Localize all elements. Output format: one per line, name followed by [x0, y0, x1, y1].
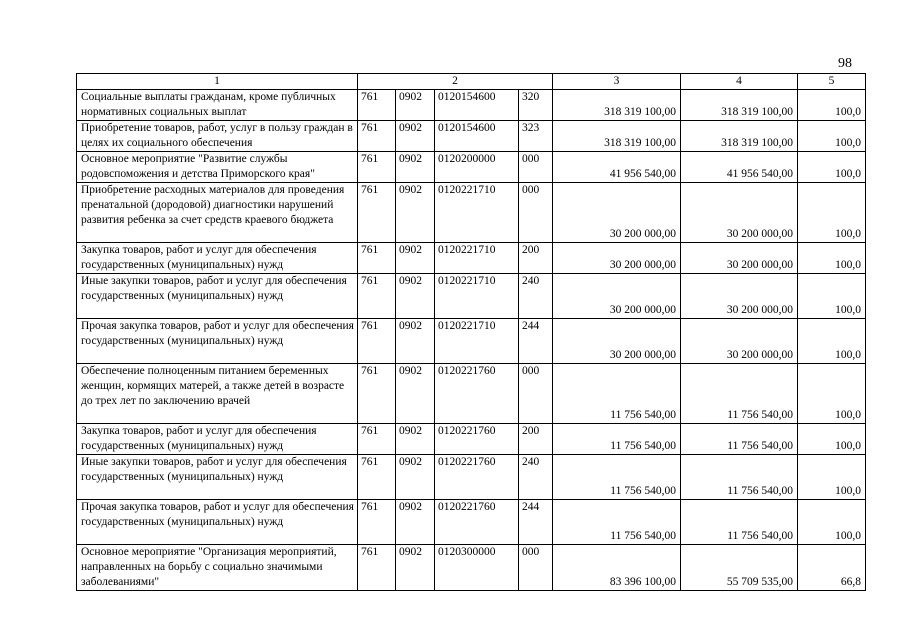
row-vr: 240	[519, 274, 553, 319]
row-fact: 318 319 100,00	[681, 121, 798, 152]
row-vr: 200	[519, 424, 553, 455]
row-plan: 83 396 100,00	[553, 545, 681, 591]
budget-table	[76, 73, 866, 591]
row-plan: 30 200 000,00	[553, 319, 681, 364]
row-name: Приобретение расходных материалов для проведения пренатальной (дородовой) диагностики нарушений развития ребенка за счет средств краевого бюджета	[77, 183, 358, 243]
row-rzpr: 0902	[396, 364, 435, 424]
row-plan: 11 756 540,00	[553, 455, 681, 500]
header-col-2: 2	[358, 74, 553, 90]
row-vr: 000	[519, 364, 553, 424]
row-csr: 0120221760	[435, 364, 519, 424]
row-plan: 30 200 000,00	[553, 183, 681, 243]
row-fact: 55 709 535,00	[681, 545, 798, 591]
row-rzpr: 0902	[396, 183, 435, 243]
row-percent: 100,0	[798, 274, 866, 319]
row-name: Прочая закупка товаров, работ и услуг для обеспечения государственных (муниципальных) нужд	[77, 319, 358, 364]
header-col-4: 4	[681, 74, 798, 90]
row-name: Прочая закупка товаров, работ и услуг для обеспечения государственных (муниципальных) нужд	[77, 500, 358, 545]
row-percent: 100,0	[798, 319, 866, 364]
row-vr: 000	[519, 183, 553, 243]
row-rzpr: 0902	[396, 545, 435, 591]
row-vr: 244	[519, 319, 553, 364]
row-rzpr: 0902	[396, 424, 435, 455]
row-name: Закупка товаров, работ и услуг для обеспечения государственных (муниципальных) нужд	[77, 424, 358, 455]
row-plan: 30 200 000,00	[553, 243, 681, 274]
row-percent: 100,0	[798, 500, 866, 545]
row-vr: 323	[519, 121, 553, 152]
row-fact: 318 319 100,00	[681, 90, 798, 121]
row-rzpr: 0902	[396, 90, 435, 121]
table-row	[77, 243, 866, 274]
row-percent: 100,0	[798, 455, 866, 500]
row-csr: 0120221710	[435, 183, 519, 243]
row-grbs: 761	[358, 424, 396, 455]
row-name: Закупка товаров, работ и услуг для обеспечения государственных (муниципальных) нужд	[77, 243, 358, 274]
row-name: Иные закупки товаров, работ и услуг для обеспечения государственных (муниципальных) нужд	[77, 455, 358, 500]
row-vr: 244	[519, 500, 553, 545]
table-row	[77, 424, 866, 455]
row-name: Приобретение товаров, работ, услуг в пользу граждан в целях их социального обеспечения	[77, 121, 358, 152]
table-row	[77, 500, 866, 545]
table-row	[77, 455, 866, 500]
row-grbs: 761	[358, 500, 396, 545]
row-vr: 000	[519, 545, 553, 591]
row-plan: 318 319 100,00	[553, 121, 681, 152]
row-csr: 0120200000	[435, 152, 519, 183]
row-name: Основное мероприятие "Организация мероприятий, направленных на борьбу с социально значимыми заболеваниями"	[77, 545, 358, 591]
row-csr: 0120221760	[435, 455, 519, 500]
table-row	[77, 364, 866, 424]
row-name: Иные закупки товаров, работ и услуг для обеспечения государственных (муниципальных) нужд	[77, 274, 358, 319]
row-grbs: 761	[358, 364, 396, 424]
row-plan: 318 319 100,00	[553, 90, 681, 121]
table-row	[77, 183, 866, 243]
row-plan: 11 756 540,00	[553, 364, 681, 424]
row-csr: 0120300000	[435, 545, 519, 591]
row-vr: 320	[519, 90, 553, 121]
row-rzpr: 0902	[396, 152, 435, 183]
row-percent: 100,0	[798, 424, 866, 455]
row-csr: 0120154600	[435, 90, 519, 121]
row-fact: 11 756 540,00	[681, 500, 798, 545]
row-grbs: 761	[358, 243, 396, 274]
row-fact: 30 200 000,00	[681, 183, 798, 243]
row-plan: 30 200 000,00	[553, 274, 681, 319]
row-name: Социальные выплаты гражданам, кроме публичных нормативных социальных выплат	[77, 90, 358, 121]
row-grbs: 761	[358, 319, 396, 364]
table-row	[77, 152, 866, 183]
row-csr: 0120221760	[435, 424, 519, 455]
row-csr: 0120154600	[435, 121, 519, 152]
row-rzpr: 0902	[396, 274, 435, 319]
row-name: Обеспечение полноценным питанием беременных женщин, кормящих матерей, а также детей в возрасте до трех лет по заключению врачей	[77, 364, 358, 424]
row-plan: 41 956 540,00	[553, 152, 681, 183]
row-grbs: 761	[358, 545, 396, 591]
row-grbs: 761	[358, 121, 396, 152]
row-fact: 11 756 540,00	[681, 455, 798, 500]
row-grbs: 761	[358, 183, 396, 243]
row-rzpr: 0902	[396, 455, 435, 500]
row-percent: 100,0	[798, 364, 866, 424]
row-grbs: 761	[358, 455, 396, 500]
row-grbs: 761	[358, 152, 396, 183]
table-row	[77, 319, 866, 364]
row-csr: 0120221710	[435, 243, 519, 274]
row-percent: 100,0	[798, 243, 866, 274]
row-percent: 100,0	[798, 152, 866, 183]
header-col-5: 5	[798, 74, 866, 90]
table-row	[77, 121, 866, 152]
table-row	[77, 545, 866, 591]
row-fact: 30 200 000,00	[681, 319, 798, 364]
row-percent: 100,0	[798, 90, 866, 121]
row-vr: 200	[519, 243, 553, 274]
header-col-1: 1	[77, 74, 358, 90]
row-csr: 0120221710	[435, 319, 519, 364]
row-percent: 100,0	[798, 183, 866, 243]
row-fact: 11 756 540,00	[681, 424, 798, 455]
page-number: 98	[838, 56, 852, 71]
row-csr: 0120221760	[435, 500, 519, 545]
table-row	[77, 274, 866, 319]
header-row	[77, 74, 866, 90]
row-percent: 100,0	[798, 121, 866, 152]
row-rzpr: 0902	[396, 500, 435, 545]
row-rzpr: 0902	[396, 121, 435, 152]
row-grbs: 761	[358, 90, 396, 121]
table-row	[77, 90, 866, 121]
header-col-3: 3	[553, 74, 681, 90]
row-rzpr: 0902	[396, 243, 435, 274]
row-rzpr: 0902	[396, 319, 435, 364]
row-percent: 66,8	[798, 545, 866, 591]
row-grbs: 761	[358, 274, 396, 319]
row-vr: 240	[519, 455, 553, 500]
row-fact: 30 200 000,00	[681, 243, 798, 274]
row-plan: 11 756 540,00	[553, 500, 681, 545]
row-fact: 11 756 540,00	[681, 364, 798, 424]
row-vr: 000	[519, 152, 553, 183]
row-fact: 30 200 000,00	[681, 274, 798, 319]
row-plan: 11 756 540,00	[553, 424, 681, 455]
row-csr: 0120221710	[435, 274, 519, 319]
row-name: Основное мероприятие "Развитие службы родовспоможения и детства Приморского края"	[77, 152, 358, 183]
row-fact: 41 956 540,00	[681, 152, 798, 183]
